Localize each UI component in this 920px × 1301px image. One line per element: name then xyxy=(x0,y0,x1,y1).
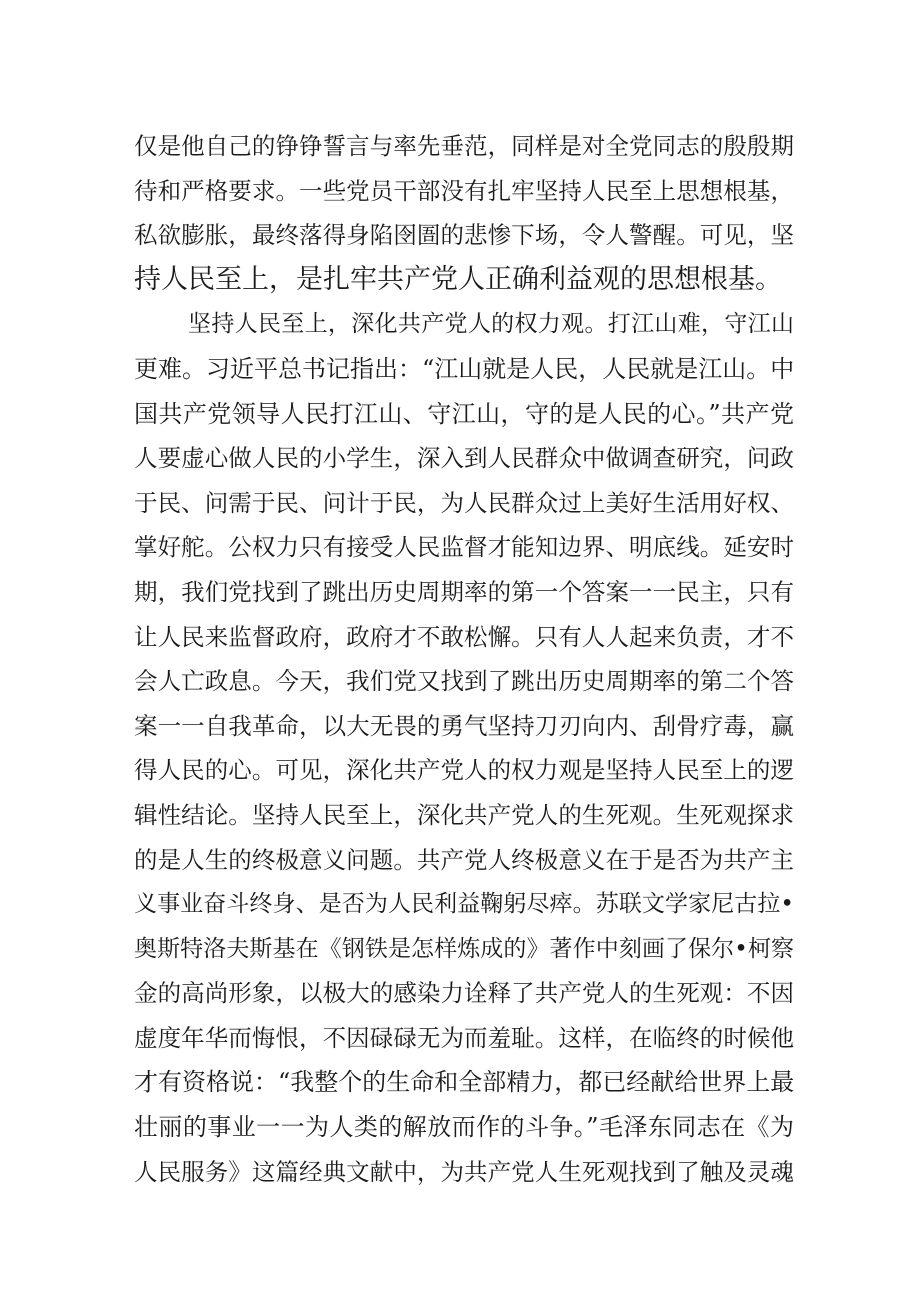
text-line: 人要虚心做人民的小学生，深入到人民群众中做调查研究，问政 xyxy=(134,444,794,473)
text-line: 坚持人民至上，深化共产党人的权力观。打江山难，守江山 xyxy=(188,311,794,338)
text-line: 于民、问需于民、问计于民，为人民群众过上美好生活用好权、 xyxy=(134,488,794,517)
text-line: 待和严格要求。一些党员干部没有扎牢坚持人民至上思想根基， xyxy=(134,176,794,205)
text-line: 掌好舵。公权力只有接受人民监督才能知边界、明底线。延安时 xyxy=(134,533,794,562)
text-line: 义事业奋斗终身、是否为人民利益鞠躬尽瘁。苏联文学家尼古拉• xyxy=(134,891,794,918)
text-line: 持人民至上，是扎牢共产党人正确利益观的思想根基。 xyxy=(134,263,782,295)
text-line: 奥斯特洛夫斯基在《钢铁是怎样炼成的》著作中刻画了保尔•柯察 xyxy=(134,935,794,962)
text-line: 让人民来监督政府，政府才不敢松懈。只有人人起来负责，才不 xyxy=(134,622,794,651)
body-text xyxy=(134,124,794,1194)
text-line: 国共产党领导人民打江山、守江山，守的是人民的心。”共产党 xyxy=(134,399,794,428)
text-line: 仅是他自己的铮铮誓言与率先垂范，同样是对全党同志的殷殷期 xyxy=(134,132,794,160)
text-line: 虚度年华而悔恨，不因碌碌无为而羞耻。这样，在临终的时候他 xyxy=(134,1023,794,1052)
text-line: 会人亡政息。今天，我们党又找到了跳出历史周期率的第二个答 xyxy=(134,667,794,696)
text-line: 金的高尚形象，以极大的感染力诠释了共产党人的生死观：不因 xyxy=(134,979,794,1008)
text-line: 人民服务》这篇经典文献中，为共产党人生死观找到了触及灵魂 xyxy=(134,1157,794,1186)
text-line: 案一一自我革命，以大无畏的勇气坚持刀刃向内、刮骨疗毒，赢 xyxy=(134,711,794,740)
text-line: 才有资格说：“我整个的生命和全部精力，都已经献给世界上最 xyxy=(134,1068,795,1097)
text-line: 期，我们党找到了跳出历史周期率的第一个答案一一民主，只有 xyxy=(134,577,794,606)
text-line: 壮丽的事业一一为人类的解放而作的斗争。”毛泽东同志在《为 xyxy=(134,1113,794,1142)
text-line: 私欲膨胀，最终落得身陷囹圄的悲惨下场，令人警醒。可见，坚 xyxy=(134,221,794,250)
text-line: 的是人生的终极意义问题。共产党人终极意义在于是否为共产主 xyxy=(134,845,794,874)
text-line: 更难。习近平总书记指出：“江山就是人民，人民就是江山。中 xyxy=(134,354,795,383)
text-line: 得人民的心。可见，深化共产党人的权力观是坚持人民至上的逻 xyxy=(134,756,794,785)
text-line: 辑性结论。坚持人民至上，深化共产党人的生死观。生死观探求 xyxy=(134,800,794,829)
